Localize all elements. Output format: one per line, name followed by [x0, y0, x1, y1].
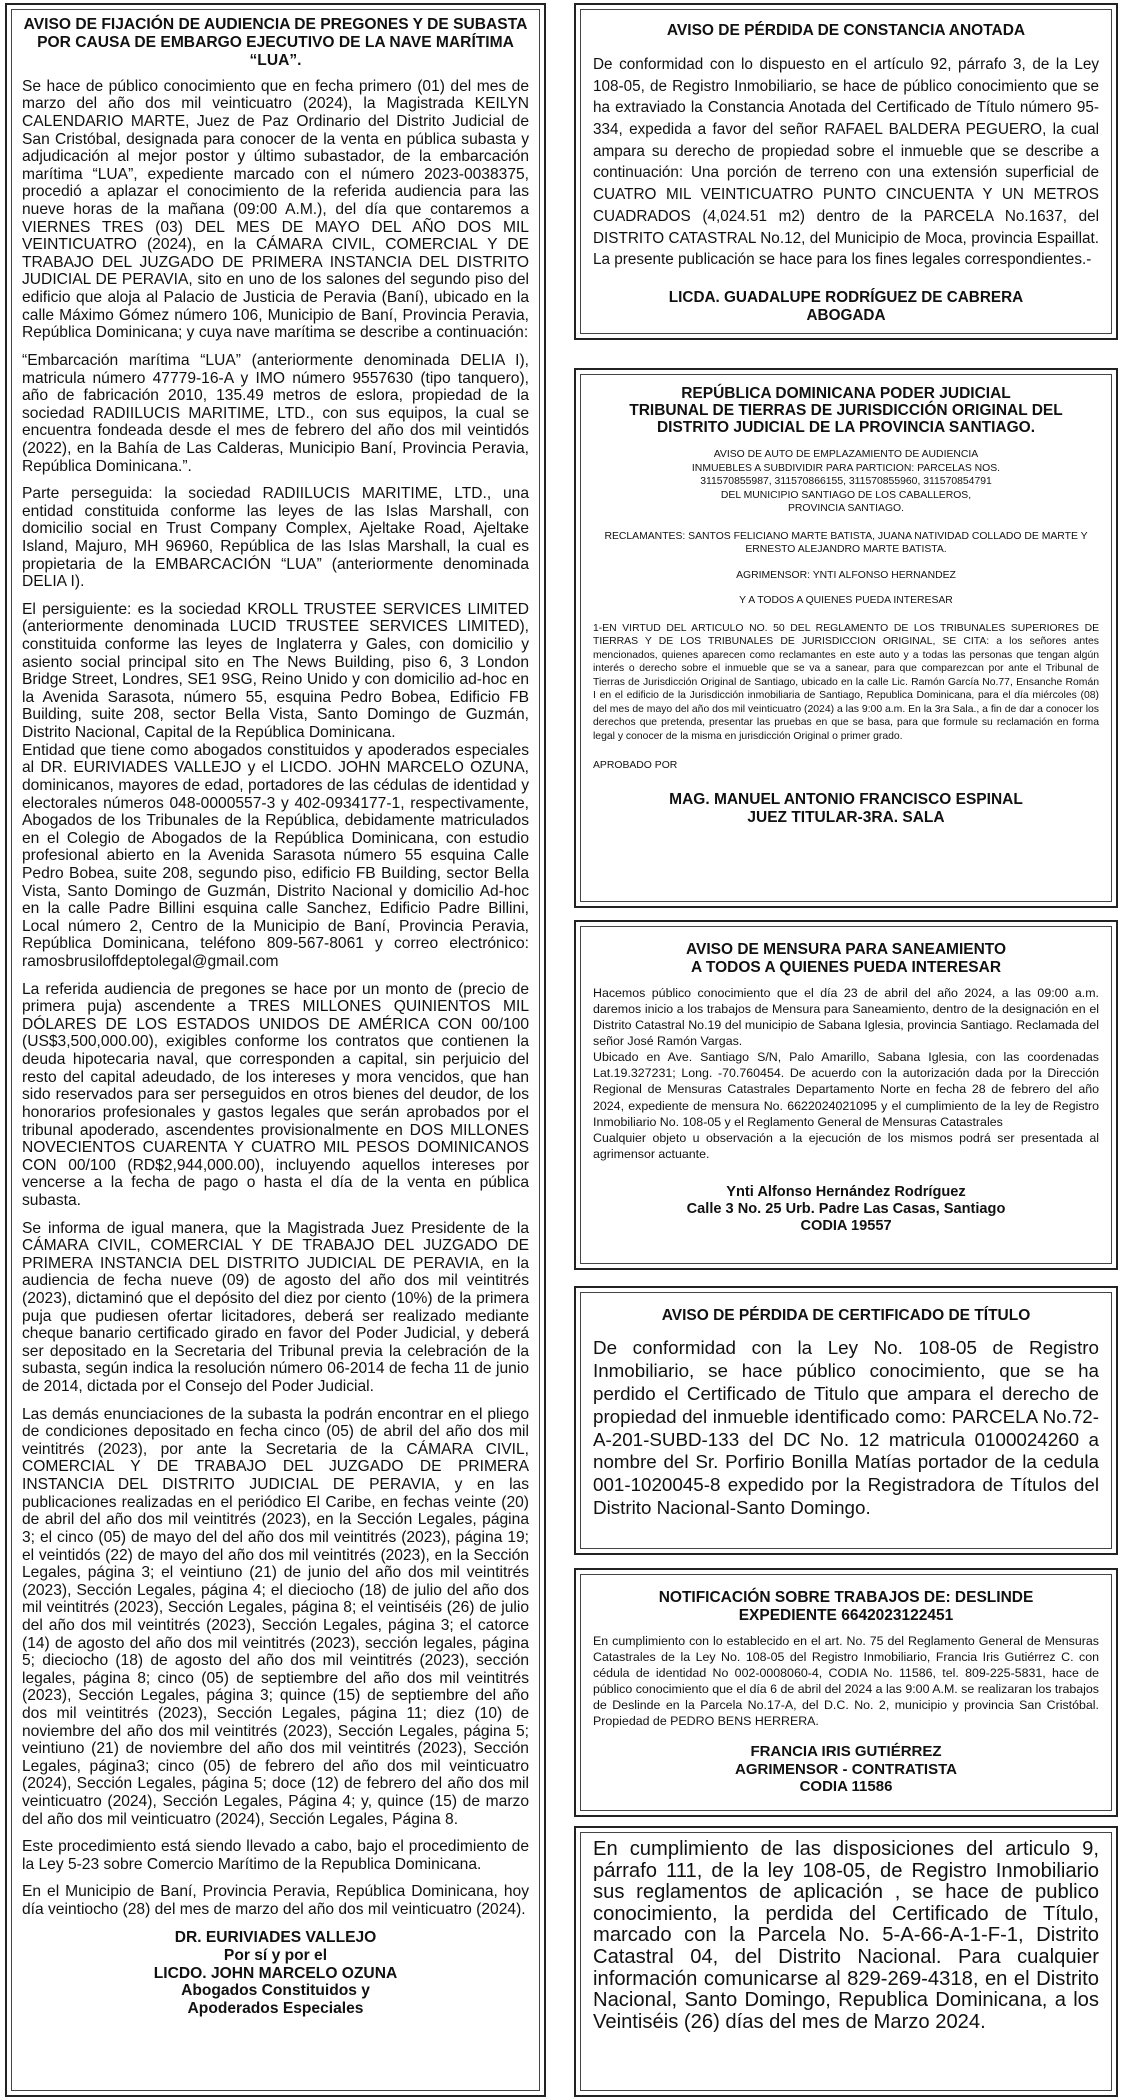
signature-line: ABOGADA: [806, 306, 886, 324]
notice-deslinde-frame: [580, 1574, 1112, 1811]
notice-deslinde: [574, 1568, 1118, 1817]
notice-tribunal-to-all: Y A TODOS A QUIENES PUEDA INTERESAR: [739, 595, 953, 607]
signature-line: Apoderados Especiales: [187, 2000, 364, 2018]
signature-line: MAG. MANUEL ANTONIO FRANCISCO ESPINAL: [669, 790, 1023, 808]
signature-line: LICDA. GUADALUPE RODRÍGUEZ DE CABRERA: [668, 289, 1024, 306]
notice-tribunal-signature: [593, 791, 1099, 827]
notice-deslinde-body: En cumplimiento con lo establecido en el art. No. 75 del Reglamento General de Mensuras Catastrales de la Ley No. 108-05 del Registro Inmobiliario, Francia Iris Gutiérrez C. con cédula de identidad No 002-0008060-4, CODIA No. 11586, tel. 809-225-5831, hace de público conocimiento que el día 6 de abril del 2024 a las 9:00 A.M. se realizaran los trabajos de Deslinde en la Parcela No.17-A, del D.C. No. 2, municipio y provincia San Cristóbal. Propiedad de PEDRO BENS HERRERA.: [593, 1633, 1099, 1729]
signature-line: Abogados Constituidos y: [181, 1982, 370, 2000]
signature-line: FRANCIA IRIS GUTIÉRREZ: [750, 1743, 942, 1761]
signature-line: JUEZ TITULAR-3RA. SALA: [747, 808, 945, 826]
notice-lua-paragraph: La referida audiencia de pregones se hace por un monto de (precio de primera puja) ascendente a TRES MILLONES QUINIENTOS MIL DÓLARES DE LOS ESTADOS UNIDOS DE AMÉRICA CON 00/100 (US$3,500,000.00), exigibles conforme los contratos que contienen la deuda hipotecaria naval, que corresponden a capital, sin perjuicio del resto del capital adeudado, de los intereses y mora vencidos, que han sido reservados para ser perseguidos en otros bienes del deudor, de los honorarios profesionales y gastos legales que serán aprobados por el tribunal apoderado, ascendentes provisionalmente en DOS MILLONES NOVECIENTOS CUARENTA Y CUATRO MIL PESOS DOMINICANOS CON 00/100 (RD$2,944,000.00), incluyendo aquellos intereses por vencerse a la fecha de pago o hasta el día de la venta en pública subasta.: [22, 980, 529, 1209]
notice-lua-paragraph: Se hace de público conocimiento que en fecha primero (01) del mes de marzo del año dos mil veinticuatro (2024), la Magistrada KEILYN CALENDARIO MARTE, Juez de Paz Ordinario del Distrito Judicial de San Cristóbal, designada para conocer de la venta en pública subasta y adjudicación al mejor postor y último subastador, de la embarcación marítima “LUA”, expediente marcado con el número 2023-0038375, procedió a aplazar el conocimiento de la referida audiencia para las nueve horas de la mañana (09:00 A.M.), del día que contaremos a VIERNES TRES (03) DEL MES DE MAYO DEL AÑO DOS MIL VEINTICUATRO (2024), en la CÁMARA CIVIL, COMERCIAL Y DE TRABAJO DEL JUZGADO DE PRIMERA INSTANCIA DEL DISTRITO JUDICIAL DE PERAVIA, sito en uno de los salones del segundo piso del edificio que aloja al Palacio de Justicia de Peravia (Baní), ubicado en la calle Máximo Gómez número 106, Municipio de Baní, Provincia Peravia, República Dominicana; y cuya nave marítima se describe a continuación:: [22, 77, 529, 342]
title-line: EXPEDIENTE 6642023122451: [738, 1606, 954, 1624]
notice-mensura-signature: [593, 1184, 1099, 1234]
notice-mensura-frame: [580, 926, 1112, 1264]
notice-tribunal-reclamantes: RECLAMANTES: SANTOS FELICIANO MARTE BATISTA, JUANA NATIVIDAD COLLADO DE MARTE Y ERNESTO ALEJANDRO MARTE BATISTA.: [604, 530, 1088, 556]
signature-line: CODIA 19557: [800, 1217, 892, 1234]
notice-lua-auction: [5, 3, 546, 2097]
notice-lua-paragraph: Parte perseguida: la sociedad RADIILUCIS MARITIME, LTD., una entidad constituida conforme las leyes de las Islas Marshall, con domicilio social en Trust Company Complex, Ajeltake Road, Ajeltake Island, Majuro, MH 96960, República de las Islas Marshall, la cual es propietaria de la EMBARCACIÓN “LUA” (anteriormente denominada DELIA I).: [22, 485, 529, 591]
notice-deslinde-signature: [593, 1743, 1099, 1795]
notice-lua-paragraph: Este procedimiento está siendo llevado a cabo, bajo el procedimiento de la Ley 5-23 sobre Comercio Marítimo de la Republica Dominicana.: [22, 1838, 529, 1873]
notice-constancia-lost: [574, 3, 1118, 340]
notice-perdida-body: En cumplimiento de las disposiciones del articulo 9, párrafo 111, de la ley 108-05, de Registro Inmobiliario sus reglamentos de aplicación , se hace de publico conocimiento, la perdida del Certificado de Título, marcado con la Parcela No. 5-A-66-A-1-F-1, Distrito Catastral 04, del Distrito Nacional. Para cualquier información comunicarse al 829-269-4318, en el Distrito Nacional, Santo Domingo, Republica Dominicana, a los Veintiséis (26) días del mes de Marzo 2024.: [593, 1838, 1099, 2033]
notice-constancia-title: AVISO DE PÉRDIDA DE CONSTANCIA ANOTADA: [666, 22, 1026, 39]
signature-line: Calle 3 No. 25 Urb. Padre Las Casas, Santiago: [686, 1200, 1006, 1217]
title-line: REPÚBLICA DOMINICANA PODER JUDICIAL: [681, 385, 1011, 402]
notice-tribunal-body: 1-EN VIRTUD DEL ARTICULO NO. 50 DEL REGLAMENTO DE LOS TRIBUNALES SUPERIORES DE TIERRAS Y DE LOS TRIBUNALES DE JURISDICCION ORIGINAL, SE CITA: a los señores antes mencionados, quienes aparecen como reclamantes en este auto y a todas las personas que tengan algún interés o derecho sobre el inmueble que se va a sanear, para que comparezcan por ante el Tribunal de Tierras de Jurisdicción Original de Santiago, ubicado en la calle Lic. Ramón García No.77, Ensanche Román I en el edificio de la Jurisdicción inmobiliaria de Santiago, Republica Dominicana, para el día miércoles (08) del mes de mayo del año dos mil veinticuatro (2024) a las 9:00 a.m. En la 3ra Sala., a fin de dar a conocer los derechos que pretenda, presentar las pruebas en que se basa, para que formule su reclamación en forma legal y conocer de la misma en jurisdicción Original o primer grado.: [593, 622, 1099, 742]
notice-lua-frame: [11, 9, 540, 2091]
notice-tribunal-title: [593, 385, 1099, 436]
notice-lua-paragraph: El persiguiente: es la sociedad KROLL TRUSTEE SERVICES LIMITED (anteriormente denominada LUCID TRUSTEE SERVICES LIMITED), constituida conforme las leyes de Inglaterra y Gales, con domicilio y asiento social principal sito en The News Building, piso 6, 3 London Bridge Street, Londres, SE1 9SG, Reino Unido y con domicilio ad-hoc en la Avenida Sarasota, número 55, esquina Pedro Bobea, Edificio FB Building, suite 208, sector Bella Vista, Santo Domingo de Guzmán, Distrito Nacional, Capital de la República Dominicana. Entidad que tiene como abogados constituidos y apoderados especiales al DR. EURIVIADES VALLEJO y el LICDO. JOHN MARCELO OZUNA, dominicanos, mayores de edad, portadores de las cédulas de identidad y electorales números 048-0000557-3 y 402-0934177-1, respectivamente, Abogados de los Tribunales de la República, debidamente matriculados en el Colegio de Abogados de la República Dominicana, con estudio profesional abierto en la Avenida Sarasota número 55 esquina Calle Pedro Bobea, suite 208, segundo piso, edificio FB Building, sector Bella Vista, Santo Domingo de Guzmán, Distrito Nacional y domicilio Ad-hoc en la calle Padre Billini esquina calle Sanchez, Edificio Padre Billini, Local número 2, Centro de la Municipio de Baní, Provincia Peravia, República Dominicana, teléfono 809-567-8061 y correo electrónico: ramosbrusiloffdeptolegal@gmail.com: [22, 600, 529, 971]
notice-tribunal-frame: [580, 374, 1112, 902]
notice-deslinde-title: [593, 1589, 1099, 1625]
title-line: DISTRITO JUDICIAL DE LA PROVINCIA SANTIAGO.: [656, 419, 1036, 437]
notice-lua-paragraph: En el Municipio de Baní, Provincia Peravia, República Dominicana, hoy día veintiocho (28) del mes de marzo del año dos mil veinticuatro (2024).: [22, 1883, 529, 1919]
title-line: TRIBUNAL DE TIERRAS DE JURISDICCIÓN ORIGINAL DEL: [629, 402, 1063, 420]
notice-tribunal-agrimensor: AGRIMENSOR: YNTI ALFONSO HERNANDEZ: [736, 569, 956, 581]
title-line: NOTIFICACIÓN SOBRE TRABAJOS DE: DESLINDE: [658, 1589, 1034, 1606]
title-line: AVISO DE MENSURA PARA SANEAMIENTO: [685, 941, 1007, 958]
notice-certificado-lost: [574, 1286, 1118, 1555]
title-line: A TODOS A QUIENES PUEDA INTERESAR: [690, 958, 1002, 976]
notice-certificado-title: AVISO DE PÉRDIDA DE CERTIFICADO DE TÍTULO: [661, 1307, 1031, 1324]
notice-lua-paragraph: “Embarcación marítima “LUA” (anteriormente denominada DELIA I), matricula número 47779-16-A y IMO número 9557630 (tipo tanquero), año de fabricación 2010, 135.49 metros de eslora, propiedad de la sociedad RADIILUCIS MARITIME, LTD., con sus equipos, la cual se encuentra fondeada desde el mes de febrero del año dos mil veintidós (2022), en la Bahía de Las Calderas, Municipio Baní, Provincia Peravia, República Dominicana.”.: [22, 351, 529, 475]
signature-line: Ynti Alfonso Hernández Rodríguez: [726, 1184, 966, 1200]
notice-lua-signature: [22, 1929, 529, 2019]
notice-mensura: [574, 920, 1118, 1270]
notice-lua-title: AVISO DE FIJACIÓN DE AUDIENCIA DE PREGONES Y DE SUBASTA POR CAUSA DE EMBARGO EJECUTIVO DE LA NAVE MARÍTIMA “LUA”.: [23, 16, 528, 69]
notice-perdida-frame: [580, 1832, 1112, 2091]
notice-certificado-body: De conformidad con la Ley No. 108-05 de Registro Inmobiliario, se hace público conocimiento, que se ha perdido el Certificado de Titulo que ampara el derecho de propiedad del inmueble identificado como: PARCELA No.72-A-201-SUBD-133 del DC No. 12 matricula 0100024260 a nombre del Sr. Porfirio Bonilla Matías portador de la cedula 001-1020045-8 expedido por la Registradora de Títulos del Distrito Nacional-Santo Domingo.: [593, 1336, 1099, 1519]
notice-certificado-frame: [580, 1292, 1112, 1549]
notice-constancia-signature: [593, 289, 1099, 324]
notice-constancia-frame: [580, 9, 1112, 334]
notice-mensura-body: Hacemos público conocimiento que el día 23 de abril del año 2024, a las 09:00 a.m. daremos inicio a los trabajos de Mensura para Saneamiento, dentro de la designación en el Distrito Catastral No.19 del municipio de Sabana Iglesia, provincia Santiago. Reclamada del señor José Ramón Vargas. Ubicado en Ave. Santiago S/N, Palo Amarillo, Sabana Iglesia, con las coordenadas Lat.19.327231; Long. -70.760454. De acuerdo con la autorización dada por la Dirección Regional de Mensuras Catastrales Departamento Norte en fecha 28 de febrero del año 2024, expediente de mensura No. 6622024021095 y el cumplimiento de la ley de Registro Inmobiliario No. 108-05 y el Reglamento General de Mensuras Catastrales Cualquier objeto u observación a la ejecución de los mismos podrá ser presentada al agrimensor actuante.: [593, 985, 1099, 1161]
notice-perdida-certificado: [574, 1826, 1118, 2097]
notice-mensura-title: [593, 941, 1099, 977]
signature-line: Por sí y por el: [223, 1946, 328, 1964]
signature-line: LICDO. JOHN MARCELO OZUNA: [153, 1964, 398, 1982]
signature-line: CODIA 11586: [799, 1777, 893, 1795]
signature-line: DR. EURIVIADES VALLEJO: [174, 1928, 377, 1946]
notice-constancia-body: De conformidad con lo dispuesto en el artículo 92, párrafo 3, de la Ley 108-05, de Registro Inmobiliario, se hace de público conocimiento que se ha extraviado la Constancia Anotada del Certificado de Título número 95-334, expedida a favor del señor RAFAEL BALDERA PEGUERO, la cual ampara su derecho de propiedad sobre el inmueble que se describe a continuación: Una porción de terreno con una extensión superficial de CUATRO MIL VEINTICUATRO PUNTO CINCUENTA Y UN METROS CUADRADOS (4,024.51 m2) dentro de la PARCELA No.1637, del DISTRITO CATASTRAL No.12, del Municipio de Moca, provincia Espaillat. La presente publicación se hace para los fines legales correspondientes.-: [593, 55, 1099, 269]
notice-tribunal-subtitle: AVISO DE AUTO DE EMPLAZAMIENTO DE AUDIENCIA INMUEBLES A SUBDIVIDIR PARA PARTICION: PARCELAS NOS. 311570855987, 311570866155, 311570855960, 311570854791 DEL MUNICIPIO SANTIAGO DE LOS CABALLEROS, PROVINCIA SANTIAGO.: [691, 449, 1001, 515]
notice-lua-paragraph: Las demás enunciaciones de la subasta la podrán encontrar en el pliego de condiciones depositado en fecha cinco (05) de abril del año dos mil veintitrés (2023), por ante la Secretaria de la CÁMARA CIVIL, COMERCIAL Y DE TRABAJO DEL JUZGADO DE PRIMERA INSTANCIA DEL DISTRITO JUDICIAL DE PERAVIA, y en las publicaciones realizadas en el periódico El Caribe, en fechas veinte (20) de abril del año dos mil veintitrés (2023), en la Sección Legales, página 3; el cinco (05) de mayo del del año dos mil veintitrés (2023), página 19; el veintidós (22) de mayo del año dos mil veintitrés (2023), en la Sección Legales, página 3; el veintiuno (21) de junio del año dos mil veintitrés (2023), Sección Legales, página 4; el dieciocho (18) de julio del año dos mil veintitrés (2023), Sección Legales, página 8; el veintiséis (26) de julio del año dos mil veintitrés (2023), Sección Legales, página 3; el catorce (14) de agosto del año dos mil veintitrés (2023), sección legales, página 5; dieciocho (18) de agosto del año dos mil veintitrés (2023), sección legales, página 8; cinco (05) de septiembre del año dos mil veintitrés (2023), Sección Legales, página 3; quince (15) de septiembre del año dos mil veintitrés (2023), Sección Legales, página 11; diez (10) de noviembre del año dos mil veintitrés (2023), Sección Legales, página 5; veintiuno (21) de noviembre del año dos mil veintitrés (2023), Sección Legales, página3; cinco (05) de febrero del año dos mil veinticuatro (2024), Sección Legales, página 5; doce (12) de febrero del año dos mil veinticuatro (2024), Sección Legales, Página 4; y, quince (15) de marzo del año dos mil veinticuatro (2024), Sección Legales, Página 8.: [22, 1405, 529, 1828]
notice-lua-paragraph: Se informa de igual manera, que la Magistrada Juez Presidente de la CÁMARA CIVIL, COMERCIAL Y DE TRABAJO DEL JUZGADO DE PRIMERA INSTANCIA DEL DISTRITO JUDICIAL DE PERAVIA, en la audiencia de fecha nueve (09) de agosto del año dos mil veintitrés (2023), dictaminó que el depósito del diez por ciento (10%) de la primera puja que pudiesen ofertar licitadores, deberá ser realizado mediante cheque banario certificado girado en favor del Poder Judicial, y deberá ser depositado en la Secretaria del Tribunal previa la celebración de la subasta, según indica la resolución número 06-2014 de fecha 11 de junio de 2014, dictada por el Consejo del Poder Judicial.: [22, 1219, 529, 1396]
signature-line: AGRIMENSOR - CONTRATISTA: [735, 1760, 957, 1778]
notice-tribunal-approved: APROBADO POR: [593, 760, 678, 772]
notice-tribunal-santiago: [574, 368, 1118, 908]
